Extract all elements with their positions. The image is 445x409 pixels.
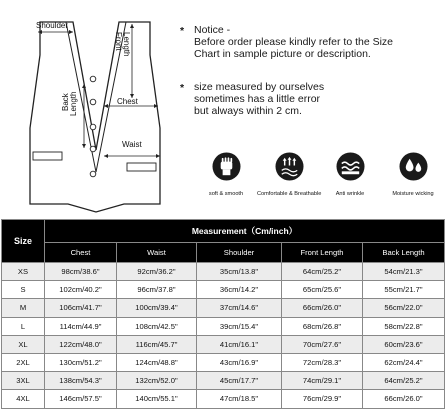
label-shoulder: Shoulder	[36, 21, 69, 30]
size-cell: M	[2, 299, 45, 317]
feature-soft-smooth	[194, 152, 258, 197]
feature-breathable	[257, 152, 321, 197]
shoulder-cell: 36cm/14.2"	[197, 281, 282, 299]
table-row	[2, 335, 445, 353]
chest-cell: 138cm/54.3"	[45, 372, 117, 390]
chest-cell: 102cm/40.2"	[45, 281, 117, 299]
front-length-cell: 66cm/26.0"	[282, 299, 363, 317]
waist-cell: 108cm/42.5"	[117, 317, 197, 335]
feature-label: soft & smooth	[208, 191, 244, 197]
notice-block	[180, 24, 442, 138]
shoulder-cell: 47cm/18.5"	[197, 390, 282, 408]
table-row	[2, 390, 445, 408]
table-row	[2, 299, 445, 317]
column-header-back-length: Back Length	[363, 243, 445, 263]
back-length-cell: 66cm/26.0"	[363, 390, 445, 408]
waist-cell: 92cm/36.2"	[117, 263, 197, 281]
note-star: *	[180, 25, 185, 37]
front-length-cell: 74cm/29.1"	[282, 372, 363, 390]
note-line: size measured by ourselves	[194, 81, 325, 93]
front-length-cell: 72cm/28.3"	[282, 353, 363, 371]
label-front-length-2: Length	[122, 32, 131, 57]
size-chart-table	[1, 219, 445, 409]
front-length-cell: 65cm/25.6"	[282, 281, 363, 299]
table-row	[2, 317, 445, 335]
label-back-length-1: Back	[61, 93, 70, 111]
feature-label: Moisture wicking	[392, 191, 434, 197]
breathable-icon	[275, 152, 304, 181]
droplets-icon	[399, 152, 428, 181]
table-row	[2, 372, 445, 390]
vest-buttons	[90, 76, 96, 177]
column-header-waist: Waist	[117, 243, 197, 263]
feature-label: Comfortable & Breathable	[257, 191, 322, 197]
chest-cell: 106cm/41.7"	[45, 299, 117, 317]
feature-label: Anti wrinkle	[335, 191, 365, 197]
waist-cell: 96cm/37.8"	[117, 281, 197, 299]
waist-cell: 100cm/39.4"	[117, 299, 197, 317]
chest-cell: 114cm/44.9"	[45, 317, 117, 335]
table-row	[2, 353, 445, 371]
size-cell: 2XL	[2, 353, 45, 371]
shoulder-cell: 35cm/13.8"	[197, 263, 282, 281]
back-length-cell: 56cm/22.0"	[363, 299, 445, 317]
wave-icon	[336, 152, 365, 181]
size-cell: 4XL	[2, 390, 45, 408]
waist-cell: 116cm/45.7"	[117, 335, 197, 353]
measurement-header: Measurement（Cm/inch）	[45, 220, 445, 243]
label-waist: Waist	[122, 140, 142, 149]
shoulder-cell: 43cm/16.9"	[197, 353, 282, 371]
note-line: sometimes has a little error	[194, 93, 321, 105]
table-row	[2, 281, 445, 299]
note-line: Chart in sample picture or description.	[194, 48, 371, 60]
column-header-front-length: Front Length	[282, 243, 363, 263]
right-pocket	[127, 163, 156, 171]
back-length-cell: 60cm/23.6"	[363, 335, 445, 353]
vest-outline	[30, 22, 160, 212]
table-row	[2, 263, 445, 281]
back-length-cell: 62cm/24.4"	[363, 353, 445, 371]
waist-cell: 124cm/48.8"	[117, 353, 197, 371]
front-length-cell: 76cm/29.9"	[282, 390, 363, 408]
column-header-chest: Chest	[45, 243, 117, 263]
shoulder-cell: 37cm/14.6"	[197, 299, 282, 317]
feature-moisture-wicking	[381, 152, 445, 197]
notice-note	[180, 24, 442, 60]
label-front-length-1: Front	[114, 32, 123, 51]
note-line: Notice -	[194, 24, 231, 36]
shoulder-cell: 39cm/15.4"	[197, 317, 282, 335]
left-pocket	[33, 152, 62, 160]
feature-anti-wrinkle	[318, 152, 382, 197]
back-length-cell: 58cm/22.8"	[363, 317, 445, 335]
front-length-cell: 70cm/27.6"	[282, 335, 363, 353]
size-cell: XS	[2, 263, 45, 281]
feature-icons	[200, 152, 445, 208]
label-chest: Chest	[117, 97, 138, 106]
note-star: *	[180, 82, 185, 94]
size-cell: S	[2, 281, 45, 299]
chest-cell: 146cm/57.5"	[45, 390, 117, 408]
back-length-cell: 55cm/21.7"	[363, 281, 445, 299]
back-length-cell: 54cm/21.3"	[363, 263, 445, 281]
fist-icon	[212, 152, 241, 181]
vest-measurement-diagram	[0, 0, 180, 215]
chest-cell: 130cm/51.2"	[45, 353, 117, 371]
size-column-header: Size	[2, 220, 45, 263]
waist-cell: 132cm/52.0"	[117, 372, 197, 390]
front-length-cell: 68cm/26.8"	[282, 317, 363, 335]
shoulder-cell: 45cm/17.7"	[197, 372, 282, 390]
chest-cell: 122cm/48.0"	[45, 335, 117, 353]
note-line: Before order please kindly refer to the Size	[194, 36, 394, 48]
chest-cell: 98cm/38.6"	[45, 263, 117, 281]
back-length-cell: 64cm/25.2"	[363, 372, 445, 390]
front-length-cell: 64cm/25.2"	[282, 263, 363, 281]
waist-cell: 140cm/55.1"	[117, 390, 197, 408]
label-back-length-2: Length	[69, 91, 78, 116]
size-error-note	[180, 81, 442, 117]
size-cell: XL	[2, 335, 45, 353]
size-cell: 3XL	[2, 372, 45, 390]
shoulder-cell: 41cm/16.1"	[197, 335, 282, 353]
column-header-shoulder: Shoulder	[197, 243, 282, 263]
note-line: but always within 2 cm.	[194, 105, 302, 117]
size-cell: L	[2, 317, 45, 335]
